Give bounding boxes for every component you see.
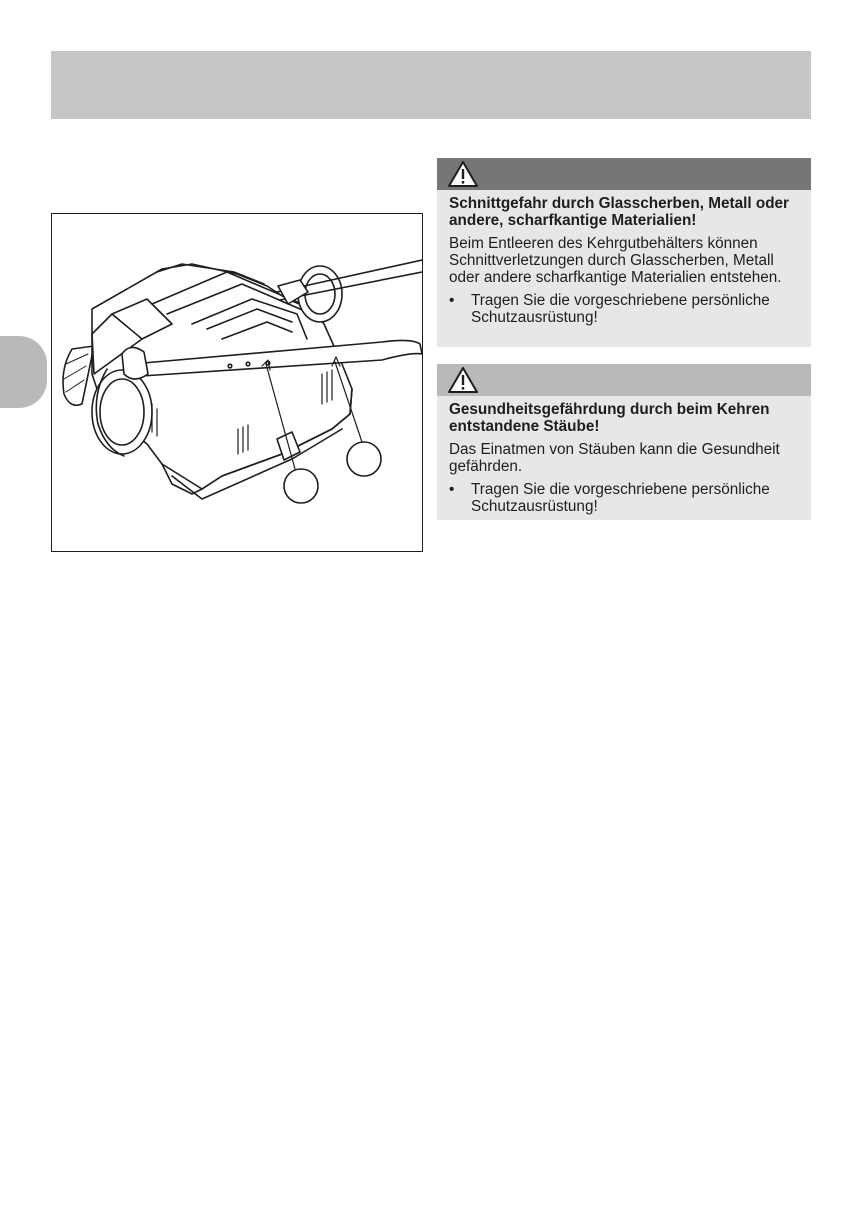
- bullet-marker: •: [449, 481, 455, 498]
- warning-triangle-icon: [447, 160, 479, 193]
- warning-body: Beim Entleeren des Kehrgutbehälters können Schnittverletzungen durch Glasscherben, Metall oder andere scharfkantige Materialien entstehen.: [449, 235, 782, 286]
- bullet-text: Tragen Sie die vorgeschriebene persönliche Schutzausrüstung!: [471, 292, 770, 326]
- callout-circle: [347, 442, 381, 476]
- header-band: [51, 51, 811, 119]
- warning-box-cut-hazard: [437, 158, 811, 347]
- sweeper-illustration: [51, 213, 423, 552]
- warning-bar: [437, 364, 811, 396]
- warning-triangle-icon: [447, 366, 479, 399]
- bullet-marker: •: [449, 292, 455, 309]
- warning-bar: [437, 158, 811, 190]
- warning-body: Das Einatmen von Stäuben kann die Gesundheit gefährden.: [449, 441, 780, 475]
- warning-bullet-item: [449, 481, 801, 515]
- section-tab: [0, 336, 47, 408]
- warning-title: Schnittgefahr durch Glasscherben, Metall oder andere, scharfkantige Materialien!: [449, 195, 790, 229]
- warning-box-dust-hazard: [437, 364, 811, 520]
- callout-circle: [284, 469, 318, 503]
- warning-title: Gesundheitsgefährdung durch beim Kehren entstandene Stäube!: [449, 401, 770, 435]
- warning-bullet-item: [449, 292, 801, 326]
- bullet-text: Tragen Sie die vorgeschriebene persönliche Schutzausrüstung!: [471, 481, 770, 515]
